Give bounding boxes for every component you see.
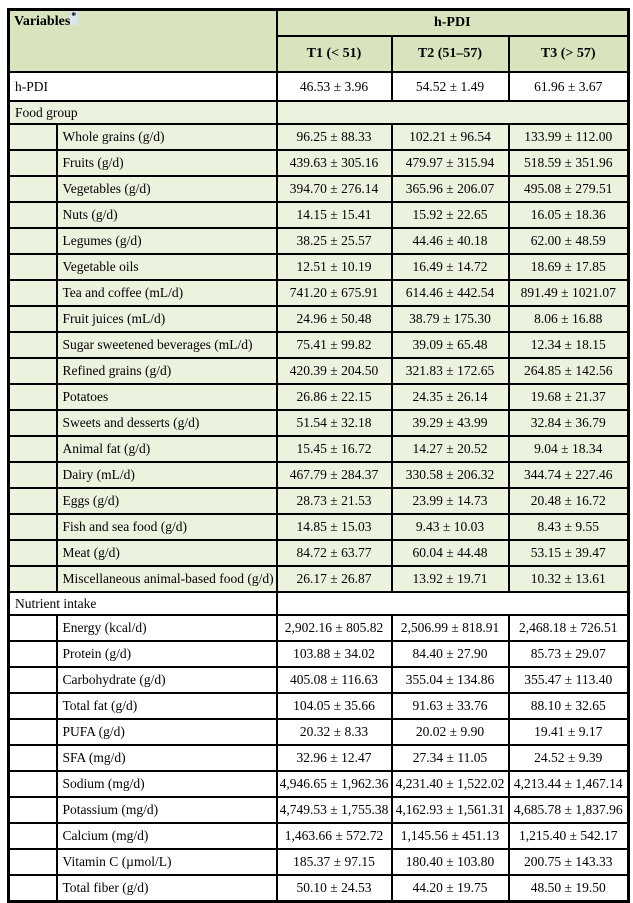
value-cell: 1,215.40 ± 542.17 [509,823,629,849]
row-indent-cell [9,875,57,901]
value-cell: 14.15 ± 15.41 [277,202,392,228]
data-row [9,641,629,667]
data-row [9,228,629,254]
value-cell: 16.49 ± 14.72 [392,254,509,280]
row-label-cell: SFA (mg/d) [57,745,277,771]
value-cell: 518.59 ± 351.96 [509,150,629,176]
data-row [9,488,629,514]
row-label-cell: Total fiber (g/d) [57,875,277,901]
row-indent-cell [9,823,57,849]
data-row [9,566,629,592]
value-cell: 88.10 ± 32.65 [509,693,629,719]
row-label-cell: h-PDI [9,72,277,101]
value-cell: 102.21 ± 96.54 [392,124,509,150]
value-cell: 32.96 ± 12.47 [277,745,392,771]
value-cell: 264.85 ± 142.56 [509,358,629,384]
row-label-cell: Energy (kcal/d) [57,615,277,641]
row-label-cell: Sweets and desserts (g/d) [57,410,277,436]
data-row [9,615,629,641]
header-row-group [9,10,629,37]
row-label-cell: Dairy (mL/d) [57,462,277,488]
row-indent-cell [9,797,57,823]
value-cell: 38.79 ± 175.30 [392,306,509,332]
data-row [9,176,629,202]
value-cell: 13.92 ± 19.71 [392,566,509,592]
data-row [9,280,629,306]
value-cell: 18.69 ± 17.85 [509,254,629,280]
value-cell: 4,213.44 ± 1,467.14 [509,771,629,797]
value-cell: 44.20 ± 19.75 [392,875,509,901]
data-row [9,410,629,436]
row-indent-cell [9,332,57,358]
section-values-cell [277,592,629,615]
value-cell: 420.39 ± 204.50 [277,358,392,384]
data-row [9,849,629,875]
row-indent-cell [9,176,57,202]
row-label-cell: Vegetable oils [57,254,277,280]
footnote-marker: * [70,10,77,25]
tertile-2-header: T2 (51–57) [392,36,509,72]
row-label-cell: Meat (g/d) [57,540,277,566]
value-cell: 32.84 ± 36.79 [509,410,629,436]
data-row [9,462,629,488]
value-cell: 27.34 ± 11.05 [392,745,509,771]
row-indent-cell [9,719,57,745]
section-label-cell: Nutrient intake [9,592,277,615]
value-cell: 439.63 ± 305.16 [277,150,392,176]
row-label-cell: Nuts (g/d) [57,202,277,228]
value-cell: 4,749.53 ± 1,755.38 [277,797,392,823]
value-cell: 2,506.99 ± 818.91 [392,615,509,641]
value-cell: 321.83 ± 172.65 [392,358,509,384]
value-cell: 46.53 ± 3.96 [277,72,392,101]
data-row [9,875,629,901]
value-cell: 2,902.16 ± 805.82 [277,615,392,641]
value-cell: 103.88 ± 34.02 [277,641,392,667]
row-label-cell: Potatoes [57,384,277,410]
row-label-cell: Whole grains (g/d) [57,124,277,150]
section-label-cell: Food group [9,101,277,124]
section-values-cell [277,101,629,124]
row-indent-cell [9,280,57,306]
row-indent-cell [9,254,57,280]
value-cell: 4,231.40 ± 1,522.02 [392,771,509,797]
variables-header-label: Variables [14,14,71,29]
value-cell: 365.96 ± 206.07 [392,176,509,202]
data-row [9,693,629,719]
value-cell: 91.63 ± 33.76 [392,693,509,719]
row-indent-cell [9,384,57,410]
row-label-cell: Refined grains (g/d) [57,358,277,384]
value-cell: 9.43 ± 10.03 [392,514,509,540]
value-cell: 24.52 ± 9.39 [509,745,629,771]
value-cell: 479.97 ± 315.94 [392,150,509,176]
table-body [9,72,629,901]
row-label-cell: Animal fat (g/d) [57,436,277,462]
data-row [9,719,629,745]
row-label-cell: Protein (g/d) [57,641,277,667]
value-cell: 355.04 ± 134.86 [392,667,509,693]
row-label-cell: Eggs (g/d) [57,488,277,514]
value-cell: 44.46 ± 40.18 [392,228,509,254]
value-cell: 614.46 ± 442.54 [392,280,509,306]
value-cell: 1,463.66 ± 572.72 [277,823,392,849]
value-cell: 10.32 ± 13.61 [509,566,629,592]
value-cell: 4,162.93 ± 1,561.31 [392,797,509,823]
data-row [9,823,629,849]
variables-header-cell [9,10,277,73]
value-cell: 2,468.18 ± 726.51 [509,615,629,641]
value-cell: 9.04 ± 18.34 [509,436,629,462]
row-label-cell: Calcium (mg/d) [57,823,277,849]
value-cell: 62.00 ± 48.59 [509,228,629,254]
value-cell: 96.25 ± 88.33 [277,124,392,150]
value-cell: 180.40 ± 103.80 [392,849,509,875]
value-cell: 15.45 ± 16.72 [277,436,392,462]
hpdi-tertiles-table [7,8,630,903]
section-row [9,592,629,615]
row-indent-cell [9,124,57,150]
row-indent-cell [9,641,57,667]
row-indent-cell [9,488,57,514]
tertile-1-header: T1 (< 51) [277,36,392,72]
hpdi-group-header-cell: h-PDI [277,10,629,37]
value-cell: 394.70 ± 276.14 [277,176,392,202]
value-cell: 495.08 ± 279.51 [509,176,629,202]
value-cell: 8.43 ± 9.55 [509,514,629,540]
value-cell: 61.96 ± 3.67 [509,72,629,101]
value-cell: 54.52 ± 1.49 [392,72,509,101]
value-cell: 50.10 ± 24.53 [277,875,392,901]
row-indent-cell [9,462,57,488]
data-row [9,358,629,384]
value-cell: 20.48 ± 16.72 [509,488,629,514]
value-cell: 85.73 ± 29.07 [509,641,629,667]
hpdi-table-container [7,8,630,903]
data-row [9,124,629,150]
value-cell: 24.96 ± 50.48 [277,306,392,332]
data-row [9,332,629,358]
value-cell: 23.99 ± 14.73 [392,488,509,514]
row-label-cell: Fish and sea food (g/d) [57,514,277,540]
data-row [9,72,629,101]
value-cell: 104.05 ± 35.66 [277,693,392,719]
value-cell: 84.72 ± 63.77 [277,540,392,566]
value-cell: 467.79 ± 284.37 [277,462,392,488]
row-label-cell: Fruit juices (mL/d) [57,306,277,332]
value-cell: 133.99 ± 112.00 [509,124,629,150]
value-cell: 53.15 ± 39.47 [509,540,629,566]
value-cell: 19.41 ± 9.17 [509,719,629,745]
row-indent-cell [9,150,57,176]
data-row [9,150,629,176]
data-row [9,667,629,693]
data-row [9,745,629,771]
value-cell: 39.29 ± 43.99 [392,410,509,436]
value-cell: 12.51 ± 10.19 [277,254,392,280]
data-row [9,771,629,797]
value-cell: 4,946.65 ± 1,962.36 [277,771,392,797]
row-indent-cell [9,540,57,566]
value-cell: 405.08 ± 116.63 [277,667,392,693]
value-cell: 1,145.56 ± 451.13 [392,823,509,849]
row-indent-cell [9,436,57,462]
row-indent-cell [9,410,57,436]
row-label-cell: Miscellaneous animal-based food (g/d) [57,566,277,592]
value-cell: 48.50 ± 19.50 [509,875,629,901]
data-row [9,436,629,462]
table-header [9,10,629,73]
value-cell: 8.06 ± 16.88 [509,306,629,332]
value-cell: 26.17 ± 26.87 [277,566,392,592]
data-row [9,254,629,280]
value-cell: 28.73 ± 21.53 [277,488,392,514]
row-label-cell: Legumes (g/d) [57,228,277,254]
value-cell: 26.86 ± 22.15 [277,384,392,410]
data-row [9,306,629,332]
data-row [9,540,629,566]
row-indent-cell [9,667,57,693]
value-cell: 39.09 ± 65.48 [392,332,509,358]
row-indent-cell [9,745,57,771]
data-row [9,797,629,823]
value-cell: 24.35 ± 26.14 [392,384,509,410]
row-label-cell: Fruits (g/d) [57,150,277,176]
value-cell: 741.20 ± 675.91 [277,280,392,306]
row-label-cell: Potassium (mg/d) [57,797,277,823]
value-cell: 355.47 ± 113.40 [509,667,629,693]
row-indent-cell [9,228,57,254]
tertile-3-header: T3 (> 57) [509,36,629,72]
value-cell: 891.49 ± 1021.07 [509,280,629,306]
row-label-cell: Carbohydrate (g/d) [57,667,277,693]
value-cell: 15.92 ± 22.65 [392,202,509,228]
value-cell: 75.41 ± 99.82 [277,332,392,358]
row-label-cell: Total fat (g/d) [57,693,277,719]
value-cell: 4,685.78 ± 1,837.96 [509,797,629,823]
value-cell: 84.40 ± 27.90 [392,641,509,667]
row-label-cell: Sodium (mg/d) [57,771,277,797]
value-cell: 16.05 ± 18.36 [509,202,629,228]
value-cell: 60.04 ± 44.48 [392,540,509,566]
value-cell: 330.58 ± 206.32 [392,462,509,488]
section-row [9,101,629,124]
value-cell: 14.27 ± 20.52 [392,436,509,462]
data-row [9,514,629,540]
row-indent-cell [9,358,57,384]
value-cell: 51.54 ± 32.18 [277,410,392,436]
data-row [9,384,629,410]
row-label-cell: Sugar sweetened beverages (mL/d) [57,332,277,358]
row-indent-cell [9,306,57,332]
value-cell: 20.02 ± 9.90 [392,719,509,745]
row-label-cell: Vegetables (g/d) [57,176,277,202]
data-row [9,202,629,228]
value-cell: 20.32 ± 8.33 [277,719,392,745]
row-label-cell: PUFA (g/d) [57,719,277,745]
row-indent-cell [9,566,57,592]
value-cell: 38.25 ± 25.57 [277,228,392,254]
row-label-cell: Vitamin C (µmol/L) [57,849,277,875]
row-label-cell: Tea and coffee (mL/d) [57,280,277,306]
value-cell: 14.85 ± 15.03 [277,514,392,540]
value-cell: 200.75 ± 143.33 [509,849,629,875]
row-indent-cell [9,771,57,797]
value-cell: 185.37 ± 97.15 [277,849,392,875]
value-cell: 344.74 ± 227.46 [509,462,629,488]
row-indent-cell [9,693,57,719]
value-cell: 19.68 ± 21.37 [509,384,629,410]
value-cell: 12.34 ± 18.15 [509,332,629,358]
row-indent-cell [9,514,57,540]
row-indent-cell [9,849,57,875]
row-indent-cell [9,615,57,641]
row-indent-cell [9,202,57,228]
